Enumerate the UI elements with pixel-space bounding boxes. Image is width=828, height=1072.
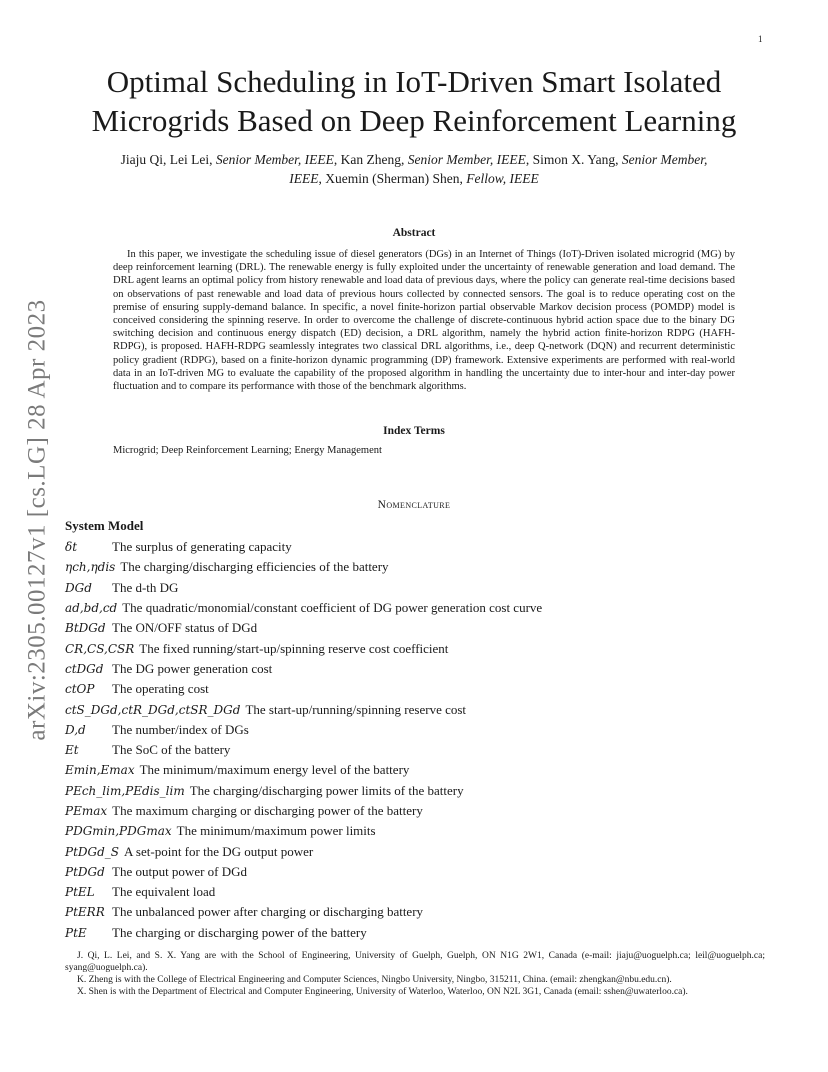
nomenclature-item	[65, 760, 765, 780]
nomenclature-symbol: DGd	[65, 580, 92, 595]
author-text: , Xuemin (Sherman) Shen,	[318, 171, 467, 186]
abstract-heading: Abstract	[392, 227, 436, 239]
nomenclature-description: A set-point for the DG output power	[124, 843, 314, 859]
author-text: Jiaju Qi, Lei Lei,	[120, 152, 216, 167]
nomenclature-item	[65, 862, 765, 882]
nomenclature-description: The DG power generation cost	[112, 660, 273, 676]
nomenclature-item	[65, 740, 765, 760]
nomenclature-symbol: Emin,Emax	[65, 763, 135, 778]
nomenclature-symbol: PtERR	[65, 905, 105, 920]
nomenclature-description: The charging/discharging efficiencies of the battery	[120, 559, 389, 575]
nomenclature-item	[65, 679, 765, 699]
footnotes	[65, 950, 765, 998]
author-text: , Simon X. Yang,	[525, 152, 622, 167]
nomenclature-item	[65, 537, 765, 557]
index-terms-text: Microgrid; Deep Reinforcement Learning; Energy Management	[113, 445, 382, 456]
arxiv-identifier: arXiv:2305.00127v1 [cs.LG] 28 Apr 2023	[24, 299, 52, 741]
nomenclature-description: The minimum/maximum power limits	[176, 823, 376, 839]
nomenclature-symbol: PtEL	[65, 885, 95, 900]
footnote: X. Shen is with the Department of Electrical and Computer Engineering, University of Waterloo, Waterloo, ON N2L 3G1, Canada (email: sshen@uwaterloo.ca).	[77, 987, 688, 997]
nomenclature-symbol: BtDGd	[65, 621, 106, 636]
nomenclature-symbol: PEmax	[65, 804, 108, 818]
nomenclature-symbol: ctDGd	[65, 661, 104, 676]
author-text: , Kan Zheng,	[333, 152, 408, 167]
index-terms-heading: Index Terms	[383, 425, 445, 437]
nomenclature-description: The minimum/maximum energy level of the battery	[139, 762, 410, 778]
nomenclature-symbol: ηch,ηdis	[65, 560, 116, 575]
nomenclature-description: The start-up/running/spinning reserve cost	[245, 701, 467, 717]
nomenclature-symbol: PtDGd	[65, 864, 105, 879]
nomenclature-symbol: PDGmin,PDGmax	[65, 824, 172, 839]
author-membership: Senior Member, IEEE	[215, 152, 334, 167]
nomenclature-item	[65, 821, 765, 841]
nomenclature-item	[65, 598, 765, 618]
nomenclature-description: The charging or discharging power of the battery	[112, 924, 367, 940]
nomenclature-item	[65, 578, 765, 598]
nomenclature-item	[65, 557, 765, 577]
nomenclature-item	[65, 841, 765, 861]
author-membership: IEEE	[289, 171, 319, 186]
author-list	[60, 150, 768, 188]
nomenclature-symbol: CR,CS,CSR	[65, 641, 135, 656]
nomenclature-symbol: Et	[65, 743, 79, 758]
nomenclature-description: The SoC of the battery	[112, 742, 231, 758]
nomenclature-section-title: System Model	[65, 518, 144, 533]
paper-title: Optimal Scheduling in IoT-Driven Smart Isolated Microgrids Based on Deep Reinforcement Learning	[91, 64, 737, 138]
nomenclature-item	[65, 699, 765, 719]
nomenclature-description: The quadratic/monomial/constant coefficient of DG power generation cost curve	[122, 600, 543, 616]
nomenclature-heading: Nomenclature	[377, 499, 451, 511]
nomenclature-description: The fixed running/start-up/spinning reserve cost coefficient	[139, 640, 449, 656]
nomenclature-item	[65, 923, 765, 943]
nomenclature-description: The equivalent load	[112, 884, 216, 900]
nomenclature-symbol: D,d	[65, 722, 86, 737]
footnote: J. Qi, L. Lei, and S. X. Yang are with the School of Engineering, University of Guelph, Guelph, ON N1G 2W1, Canada (e-mail: jiaju@uoguelph.ca; leil@uoguelph.ca; syang@uoguelph.ca).	[65, 951, 765, 973]
nomenclature-description: The ON/OFF status of DGd	[112, 620, 258, 636]
nomenclature-description: The charging/discharging power limits of the battery	[189, 782, 464, 798]
nomenclature-item	[65, 902, 765, 922]
arxiv-sidebar	[20, 285, 56, 755]
nomenclature-item	[65, 638, 765, 658]
nomenclature-description: The d-th DG	[112, 579, 179, 595]
nomenclature-item	[65, 801, 765, 821]
nomenclature-item	[65, 781, 765, 801]
nomenclature-description: The number/index of DGs	[112, 721, 249, 737]
author-membership: Senior Member, IEEE	[407, 152, 526, 167]
nomenclature-description: The unbalanced power after charging or discharging battery	[112, 904, 424, 920]
nomenclature-description: The operating cost	[112, 681, 209, 697]
nomenclature-item	[65, 720, 765, 740]
nomenclature-symbol: ctOP	[65, 682, 95, 697]
author-membership: Fellow, IEEE	[466, 171, 539, 186]
nomenclature-item	[65, 882, 765, 902]
nomenclature-symbol: PtE	[65, 925, 87, 940]
nomenclature-list	[65, 537, 765, 943]
footnote-rule	[65, 943, 765, 944]
page-number: 1	[758, 34, 763, 44]
nomenclature-symbol: ad,bd,cd	[65, 601, 118, 616]
nomenclature-symbol: ctS_DGd,ctR_DGd,ctSR_DGd	[65, 702, 241, 717]
nomenclature-description: The maximum charging or discharging power of the battery	[112, 803, 423, 818]
nomenclature-symbol: δt	[65, 540, 78, 555]
author-membership: Senior Member,	[621, 152, 708, 167]
nomenclature-item	[65, 618, 765, 638]
nomenclature-item	[65, 659, 765, 679]
nomenclature-description: The output power of DGd	[112, 863, 248, 879]
footnote: K. Zheng is with the College of Electrical Engineering and Computer Sciences, Ningbo University, Ningbo, 315211, China. (email: zhengkan@nbu.edu.cn).	[77, 975, 672, 985]
nomenclature-description: The surplus of generating capacity	[112, 539, 292, 555]
nomenclature-symbol: PtDGd_S	[65, 844, 120, 859]
nomenclature-symbol: PEch_lim,PEdis_lim	[65, 783, 185, 798]
abstract-text: In this paper, we investigate the scheduling issue of diesel generators (DGs) in an Internet of Things (IoT)-Driven isolated microgrid (MG) by deep reinforcement learning (DRL). The renewable energy is fully exploited under the uncertainty of renewable generation and load demand. The DRL agent learns an optimal policy from history renewable and load data of previous days, where the policy can generate real-time decisions based on observations of past renewable and load data of previous hours collected by connected sensors. The goal is to reduce operating cost on the premise of ensuring supply-demand balance. In specific, a novel finite-horizon partial observable Markov decision process (POMDP) model is conceived considering the spinning reserve. In order to overcome the challenge of discrete-continuous hybrid action space due to the binary DG switching decision and continuous energy dispatch (ED) decision, a DRL algorithm, namely the hybrid action finite-horizon RDPG (HAFH-RDPG), is proposed. HAFH-RDPG seamlessly integrates two classical DRL algorithms, i.e., deep Q-network (DQN) and recurrent deterministic policy gradient (RDPG), based on a finite-horizon dynamic programming (DP) framework. Extensive experiments are performed with real-world data in an IoT-driven MG to evaluate the capability of the proposed algorithm in handling the uncertainty due to inter-hour and inter-day power fluctuation and to compare its performance with those of the benchmark algorithms.	[113, 249, 735, 393]
